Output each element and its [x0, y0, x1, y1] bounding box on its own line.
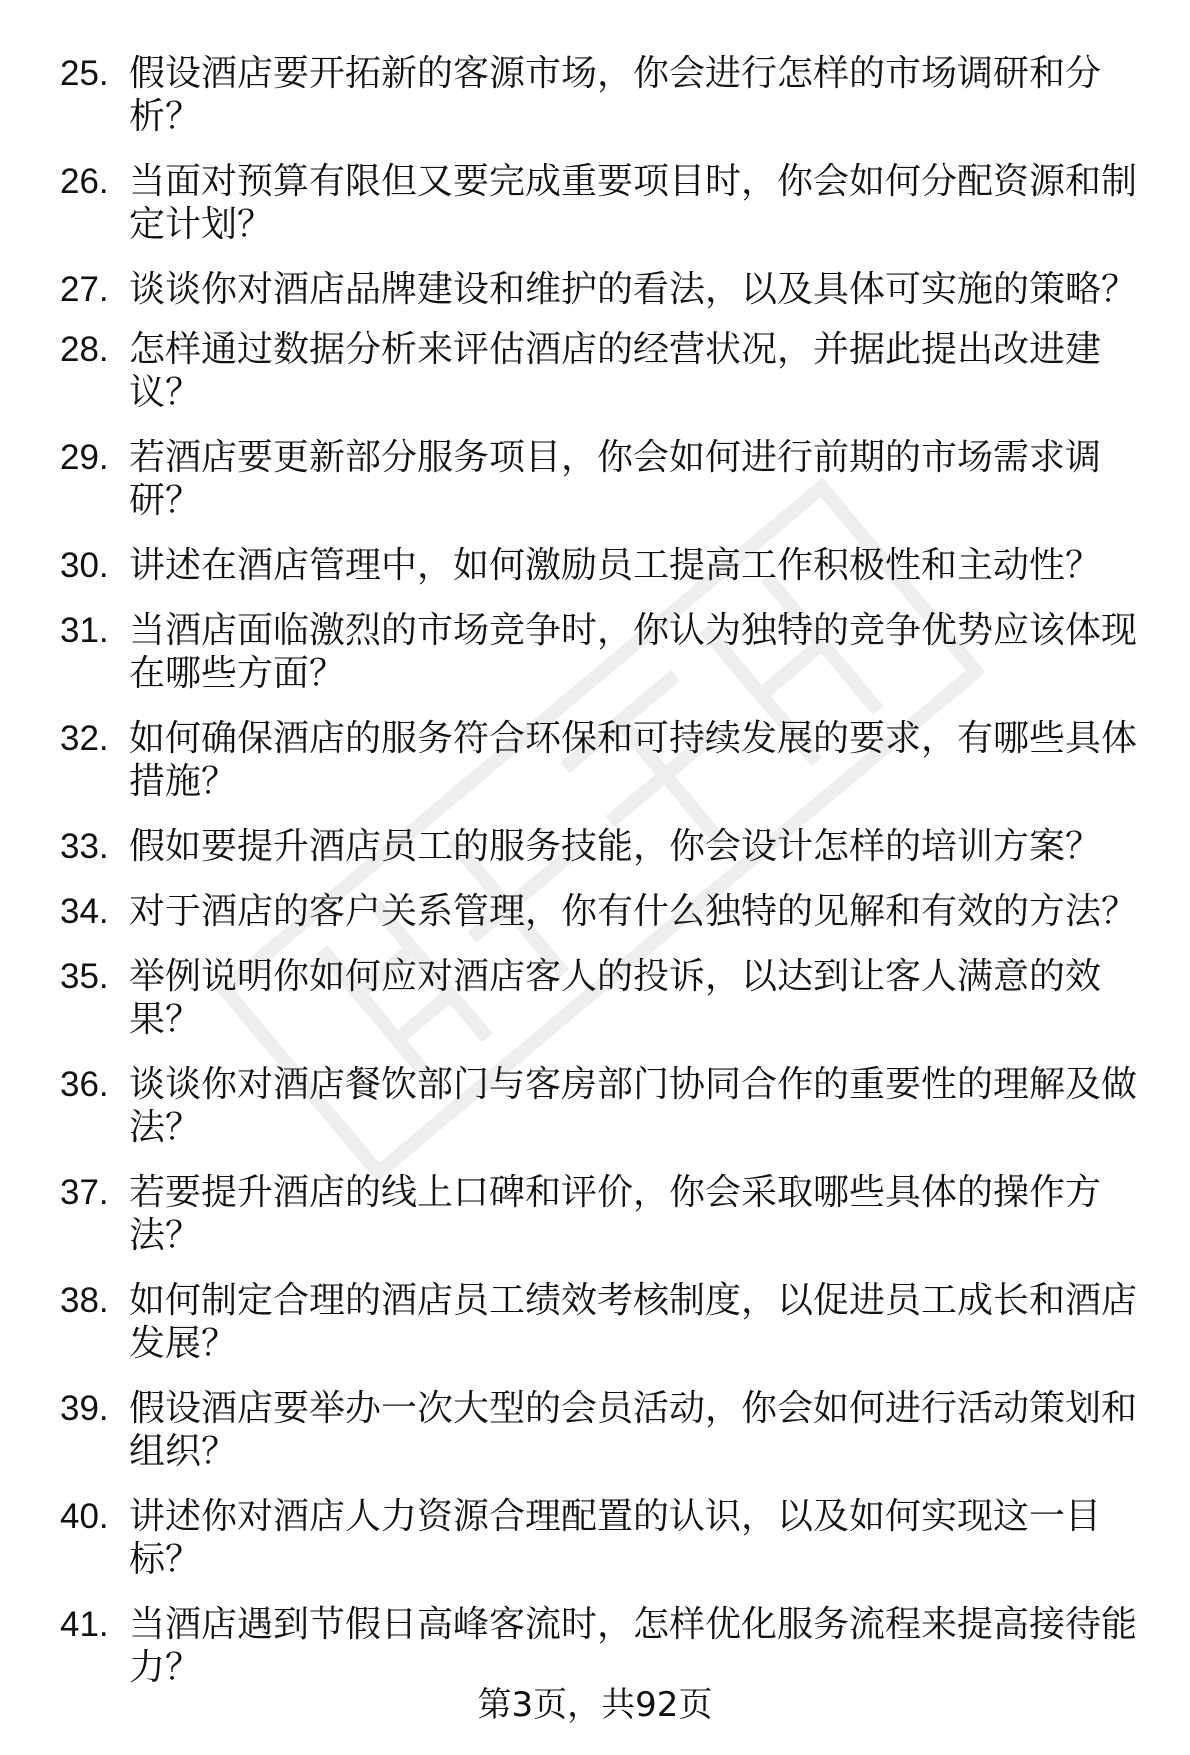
question-list	[0, 52, 1190, 1711]
question-number: 26.	[60, 162, 109, 201]
question-text: 对于酒店的客户关系管理，你有什么独特的见解和有效的方法？	[129, 891, 1138, 932]
question-text: 若酒店要更新部分服务项目，你会如何进行前期的市场需求调研？	[129, 437, 1102, 521]
question-text: 讲述你对酒店人力资源合理配置的认识，以及如何实现这一目标？	[129, 1496, 1102, 1580]
question-text: 怎样通过数据分析来评估酒店的经营状况，并据此提出改进建议？	[129, 329, 1102, 413]
question-text: 如何制定合理的酒店员工绩效考核制度，以促进员工成长和酒店发展？	[129, 1280, 1138, 1364]
question-item	[0, 544, 1190, 587]
question-number: 28.	[60, 330, 109, 369]
question-item	[0, 1495, 1190, 1581]
question-text: 如何确保酒店的服务符合环保和可持续发展的要求，有哪些具体措施？	[129, 718, 1138, 802]
question-text: 举例说明你如何应对酒店客人的投诉，以达到让客人满意的效果？	[129, 956, 1102, 1040]
question-text: 当面对预算有限但又要完成重要项目时，你会如何分配资源和制定计划？	[129, 161, 1138, 245]
question-number: 35.	[60, 957, 109, 996]
question-number: 25.	[60, 54, 109, 93]
question-item	[0, 52, 1190, 138]
question-text: 谈谈你对酒店餐饮部门与客房部门协同合作的重要性的理解及做法？	[129, 1064, 1138, 1148]
question-number: 41.	[60, 1605, 109, 1644]
question-number: 27.	[60, 270, 109, 309]
question-number: 31.	[60, 611, 109, 650]
question-item	[0, 328, 1190, 414]
question-number: 34.	[60, 892, 109, 931]
question-item	[0, 1603, 1190, 1689]
question-item	[0, 1387, 1190, 1473]
question-item	[0, 268, 1190, 311]
question-number: 37.	[60, 1173, 109, 1212]
question-number: 40.	[60, 1497, 109, 1536]
question-item	[0, 955, 1190, 1041]
question-number: 30.	[60, 546, 109, 585]
question-text: 当酒店遇到节假日高峰客流时，怎样优化服务流程来提高接待能力？	[129, 1604, 1138, 1688]
question-text: 讲述在酒店管理中，如何激励员工提高工作积极性和主动性？	[129, 545, 1102, 586]
question-number: 38.	[60, 1281, 109, 1320]
question-text: 假设酒店要举办一次大型的会员活动，你会如何进行活动策划和组织？	[129, 1388, 1138, 1472]
question-text: 假设酒店要开拓新的客源市场，你会进行怎样的市场调研和分析？	[129, 53, 1102, 137]
question-text: 当酒店面临激烈的市场竞争时，你认为独特的竞争优势应该体现在哪些方面？	[129, 610, 1138, 694]
question-text: 若要提升酒店的线上口碑和评价，你会采取哪些具体的操作方法？	[129, 1172, 1102, 1256]
question-number: 32.	[60, 719, 109, 758]
page-number-footer: 第3页，共92页	[477, 1685, 713, 1725]
question-item	[0, 436, 1190, 522]
question-text: 谈谈你对酒店品牌建设和维护的看法，以及具体可实施的策略？	[129, 269, 1138, 310]
question-number: 33.	[60, 827, 109, 866]
question-item	[0, 609, 1190, 695]
question-item	[0, 717, 1190, 803]
question-number: 39.	[60, 1389, 109, 1428]
question-text: 假如要提升酒店员工的服务技能，你会设计怎样的培训方案？	[129, 826, 1102, 867]
question-number: 29.	[60, 438, 109, 477]
question-item	[0, 825, 1190, 868]
question-number: 36.	[60, 1065, 109, 1104]
question-item	[0, 890, 1190, 933]
question-item	[0, 1279, 1190, 1365]
question-item	[0, 160, 1190, 246]
question-item	[0, 1063, 1190, 1149]
question-item	[0, 1171, 1190, 1257]
